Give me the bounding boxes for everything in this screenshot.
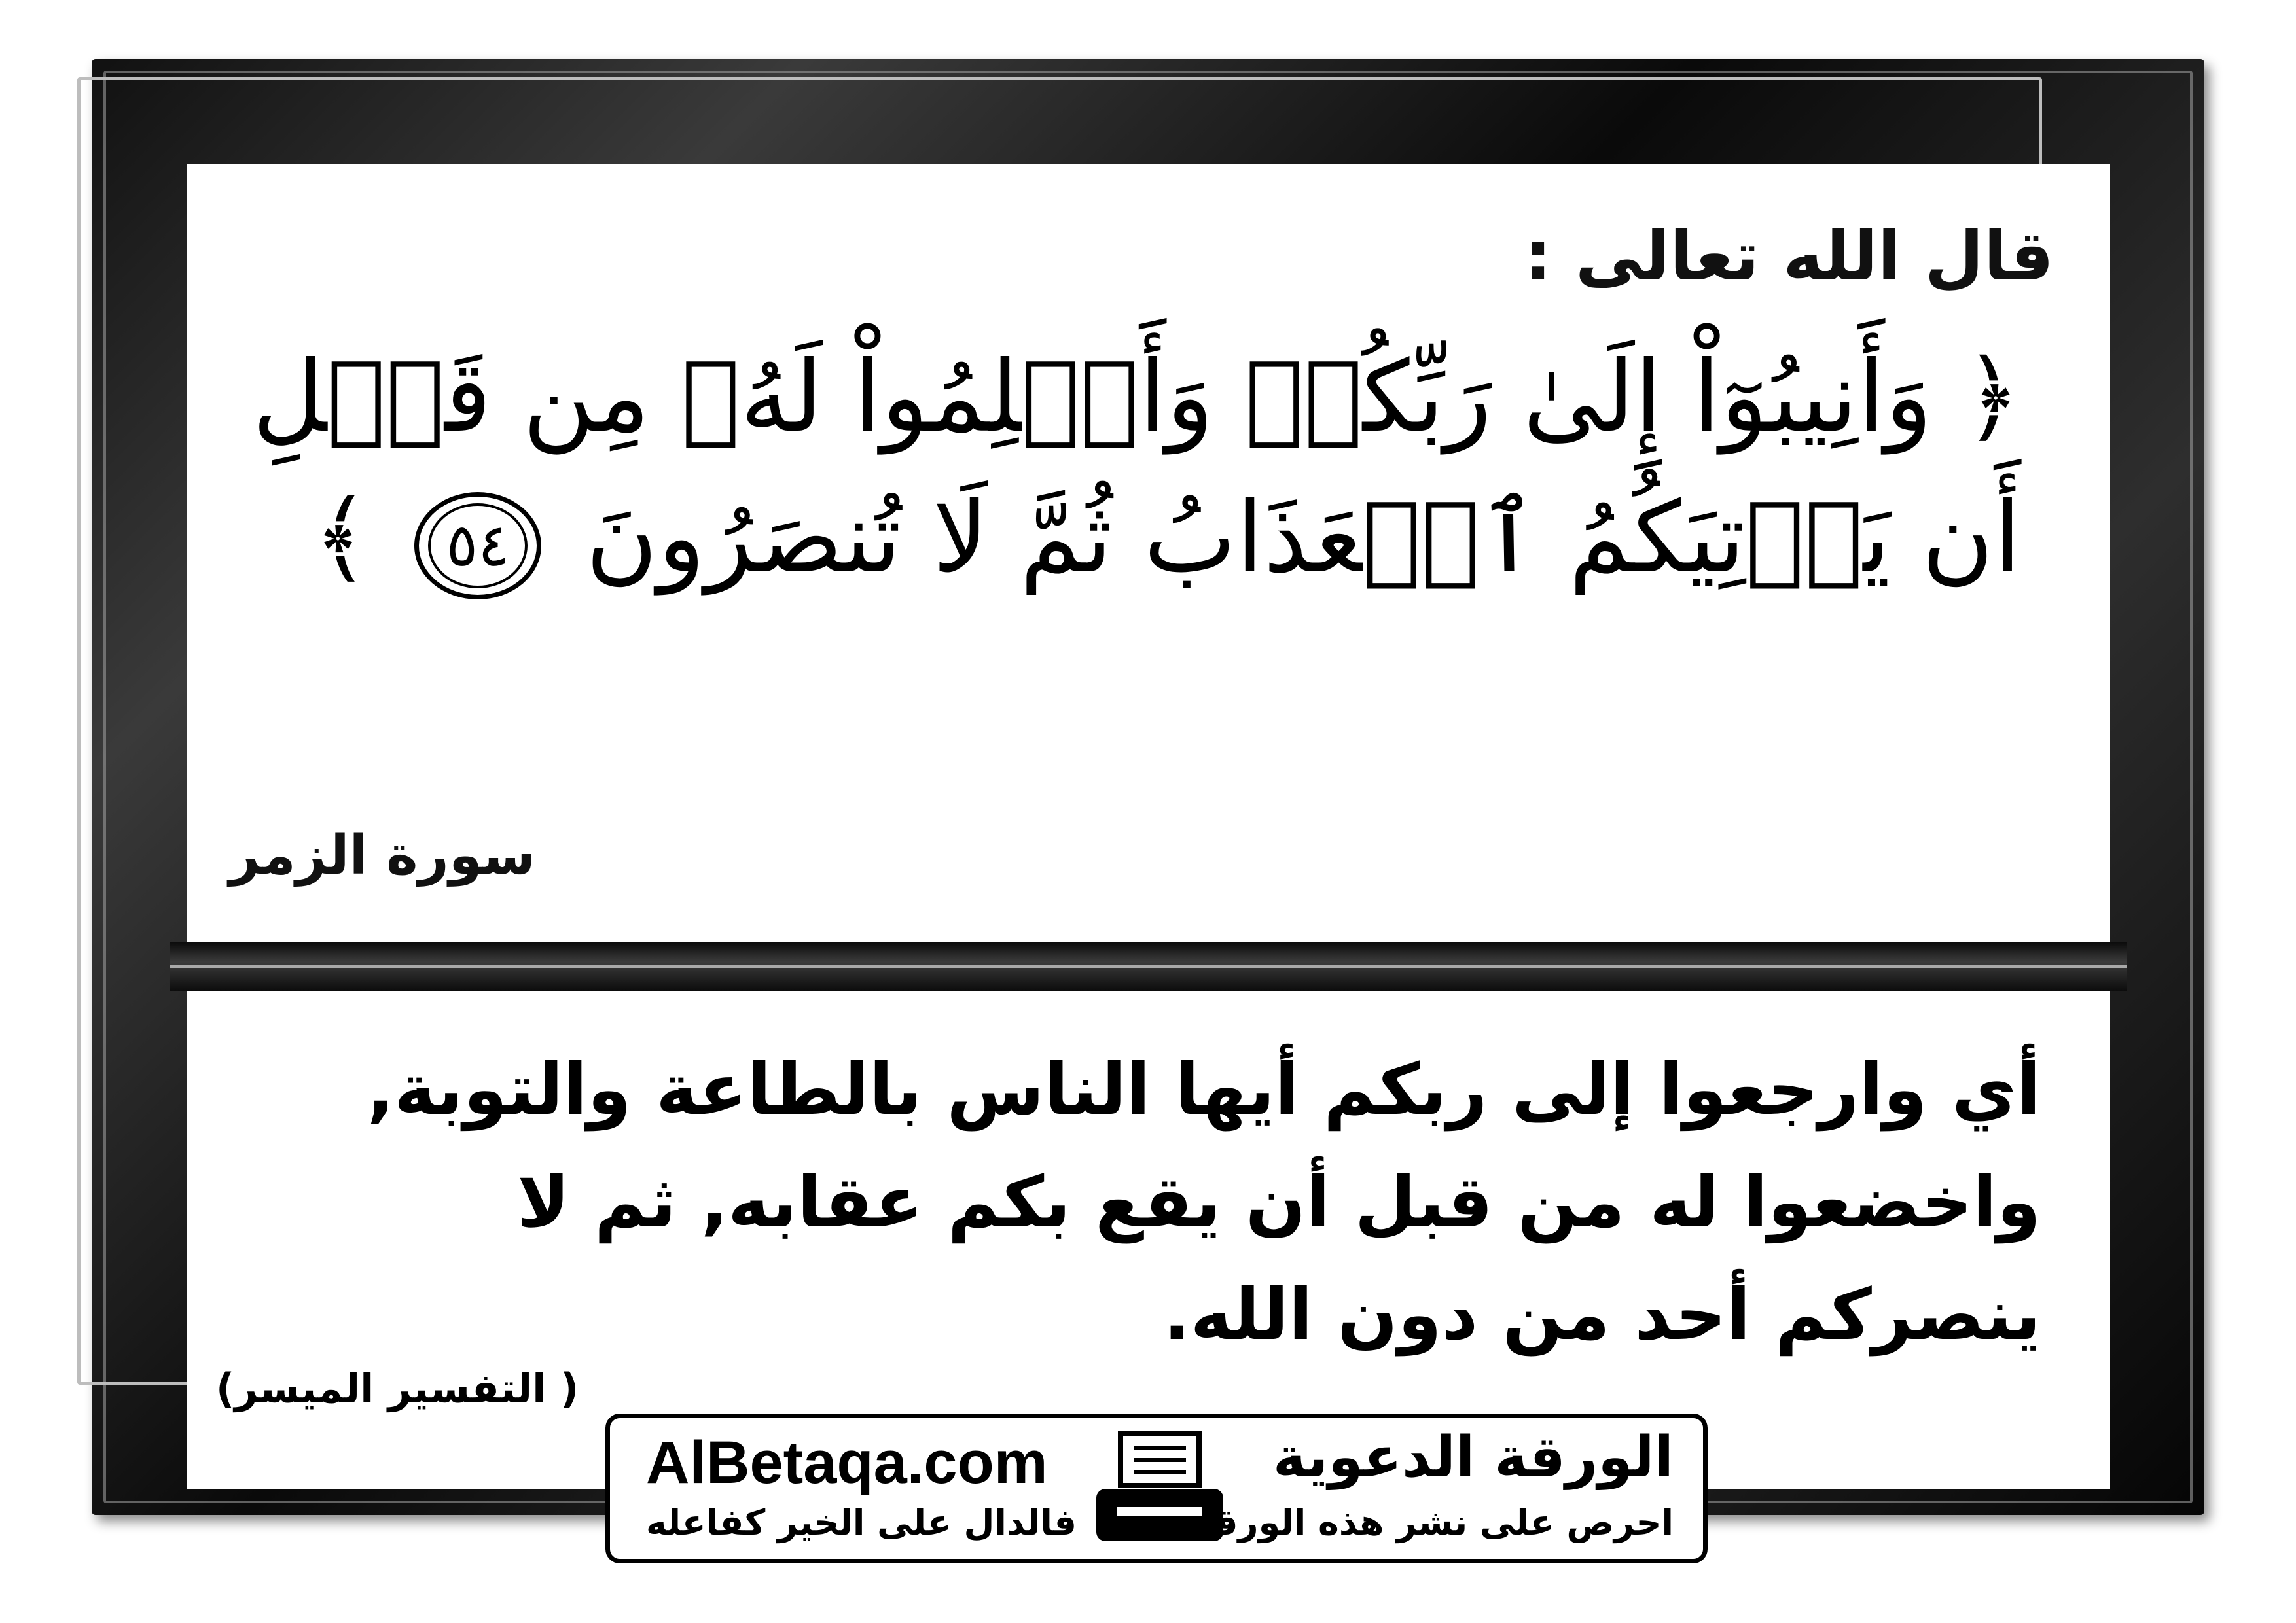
verse-close-bracket: ﴾ — [312, 481, 370, 595]
verse-text: وَأَنِيبُوٓاْ إِلَىٰ رَبِّكُمۡ وَأَسۡلِمُواْ لَهُۥ مِن قَبۡلِ أَن يَأۡتِيَكُمُ ٱلۡعَذَابُ ثُمَّ لَا تُنصَرُونَ — [252, 340, 2021, 595]
footer-slogan: فالدال على الخير كفاعله — [646, 1502, 1077, 1543]
quran-verse — [241, 327, 2021, 609]
footer-title: الورقة الدعوية — [1272, 1425, 1674, 1490]
verse-open-bracket: ﴿ — [1964, 340, 2021, 454]
tafsir-source: ( التفسير الميسر) — [216, 1364, 579, 1412]
frame-divider — [170, 942, 2127, 991]
footer-subtitle: احرص على نشر هذه الورقة — [1193, 1502, 1674, 1543]
intro-text: قال الله تعالى : — [1524, 216, 2054, 296]
footer-banner — [605, 1414, 1708, 1563]
ayah-number-badge: ٥٤ — [414, 492, 541, 599]
tafsir-text: أي وارجعوا إلى ربكم أيها الناس بالطاعة والتوبة, واخضعوا له من قبل أن يقع بكم عقابه, ثم لا ينصركم أحد من دون الله. — [367, 1049, 2041, 1356]
site-link[interactable]: AlBetaqa.com — [646, 1429, 1048, 1496]
surah-name: سورة الزمر — [229, 825, 535, 887]
